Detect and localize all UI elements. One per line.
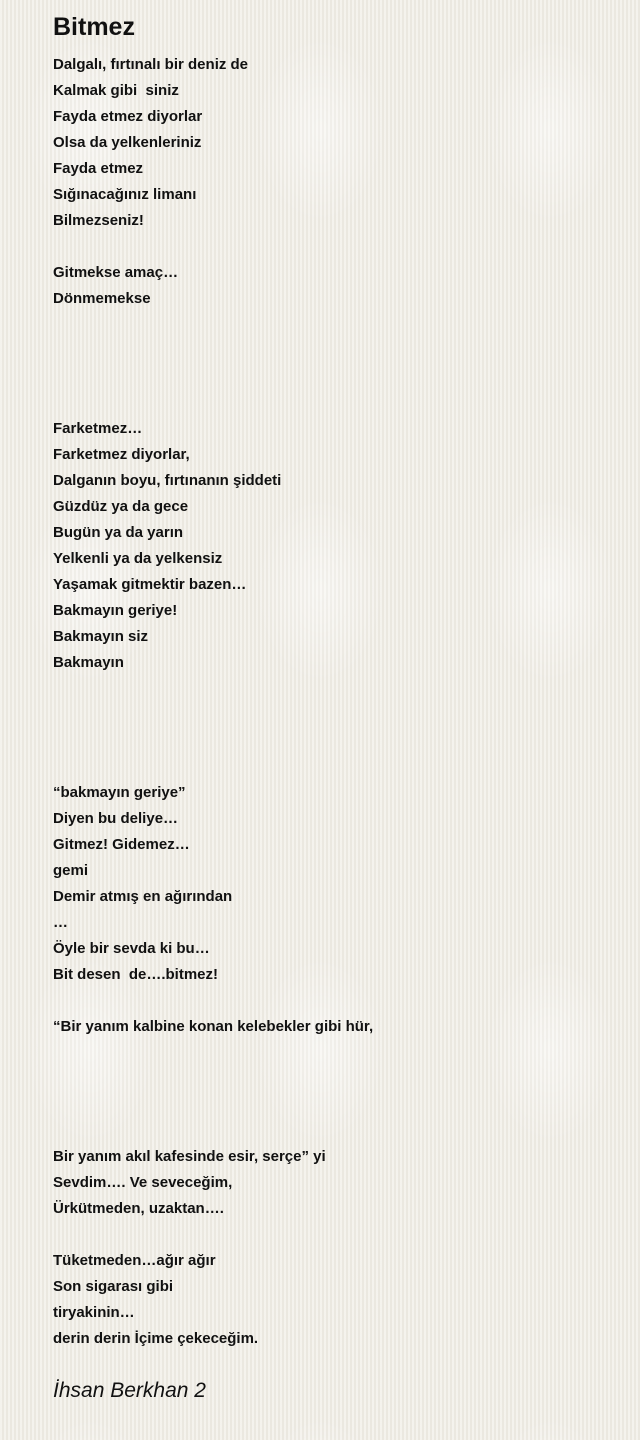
poem-line: tiryakinin…: [53, 1304, 135, 1321]
poem-line: “Bir yanım kalbine konan kelebekler gibi hür,: [53, 1018, 374, 1035]
poem-line: Dalgalı, fırtınalı bir deniz de: [53, 56, 249, 73]
poem-line: Bugün ya da yarın: [53, 524, 184, 541]
poem-line: Sevdim…. Ve seveceğim,: [53, 1174, 233, 1191]
poem-line: Dalganın boyu, fırtınanın şiddeti: [53, 472, 282, 489]
poem-line: Öyle bir sevda ki bu…: [53, 940, 210, 957]
poem-line: Demir atmış en ağırından: [53, 888, 233, 905]
poem-line: …: [53, 914, 68, 931]
poem-line: [53, 728, 613, 754]
poem-body: [53, 52, 613, 1352]
poem-line: Tüketmeden…ağır ağır: [53, 1252, 216, 1269]
poem-line: [53, 1092, 613, 1118]
poem-line: Güzdüz ya da gece: [53, 498, 189, 515]
poem-line: [53, 312, 613, 338]
poem-line: [53, 338, 613, 364]
poem-line: [53, 988, 613, 1014]
poem-line: Gitmekse amaç…: [53, 264, 179, 281]
poem-line: gemi: [53, 862, 89, 879]
poem-line: Yelkenli ya da yelkensiz: [53, 550, 223, 567]
poem-author: İhsan Berkhan 2: [53, 1379, 206, 1402]
poem-line: Bakmayın: [53, 654, 124, 671]
poem-line: Diyen bu deliye…: [53, 810, 179, 827]
poem-line: Fayda etmez diyorlar: [53, 108, 203, 125]
poem-line: [53, 1066, 613, 1092]
poem-line: [53, 1118, 613, 1144]
poem-line: Bakmayın geriye!: [53, 602, 178, 619]
poem-line: Bakmayın siz: [53, 628, 149, 645]
poem-line: Bilmezseniz!: [53, 212, 144, 229]
poem-line: Kalmak gibi siniz: [53, 82, 179, 99]
poem-line: Bir yanım akıl kafesinde esir, serçe” yi: [53, 1148, 326, 1165]
poem-line: Gitmez! Gidemez…: [53, 836, 190, 853]
poem-line: derin derin İçime çekeceğim.: [53, 1330, 259, 1347]
poem-line: Son sigarası gibi: [53, 1278, 174, 1295]
poem-line: Ürkütmeden, uzaktan….: [53, 1200, 224, 1217]
poem-line: Fayda etmez: [53, 160, 144, 177]
poem-line: Farketmez…: [53, 420, 143, 437]
poem-line: Dönmemekse: [53, 290, 151, 307]
poem-line: [53, 234, 613, 260]
poem-line: [53, 676, 613, 702]
poem-line: Olsa da yelkenleriniz: [53, 134, 202, 151]
poem-line: Farketmez diyorlar,: [53, 446, 190, 463]
poem-title: Bitmez: [53, 13, 135, 41]
poem-line: [53, 364, 613, 390]
poem-line: Sığınacağınız limanı: [53, 186, 197, 203]
poem-line: Yaşamak gitmektir bazen…: [53, 576, 247, 593]
poem-line: [53, 754, 613, 780]
poem-line: Bit desen de….bitmez!: [53, 966, 219, 983]
poem-line: [53, 1222, 613, 1248]
poem-line: [53, 702, 613, 728]
poem-line: [53, 1040, 613, 1066]
poem-line: [53, 390, 613, 416]
poem-line: “bakmayın geriye”: [53, 784, 186, 801]
